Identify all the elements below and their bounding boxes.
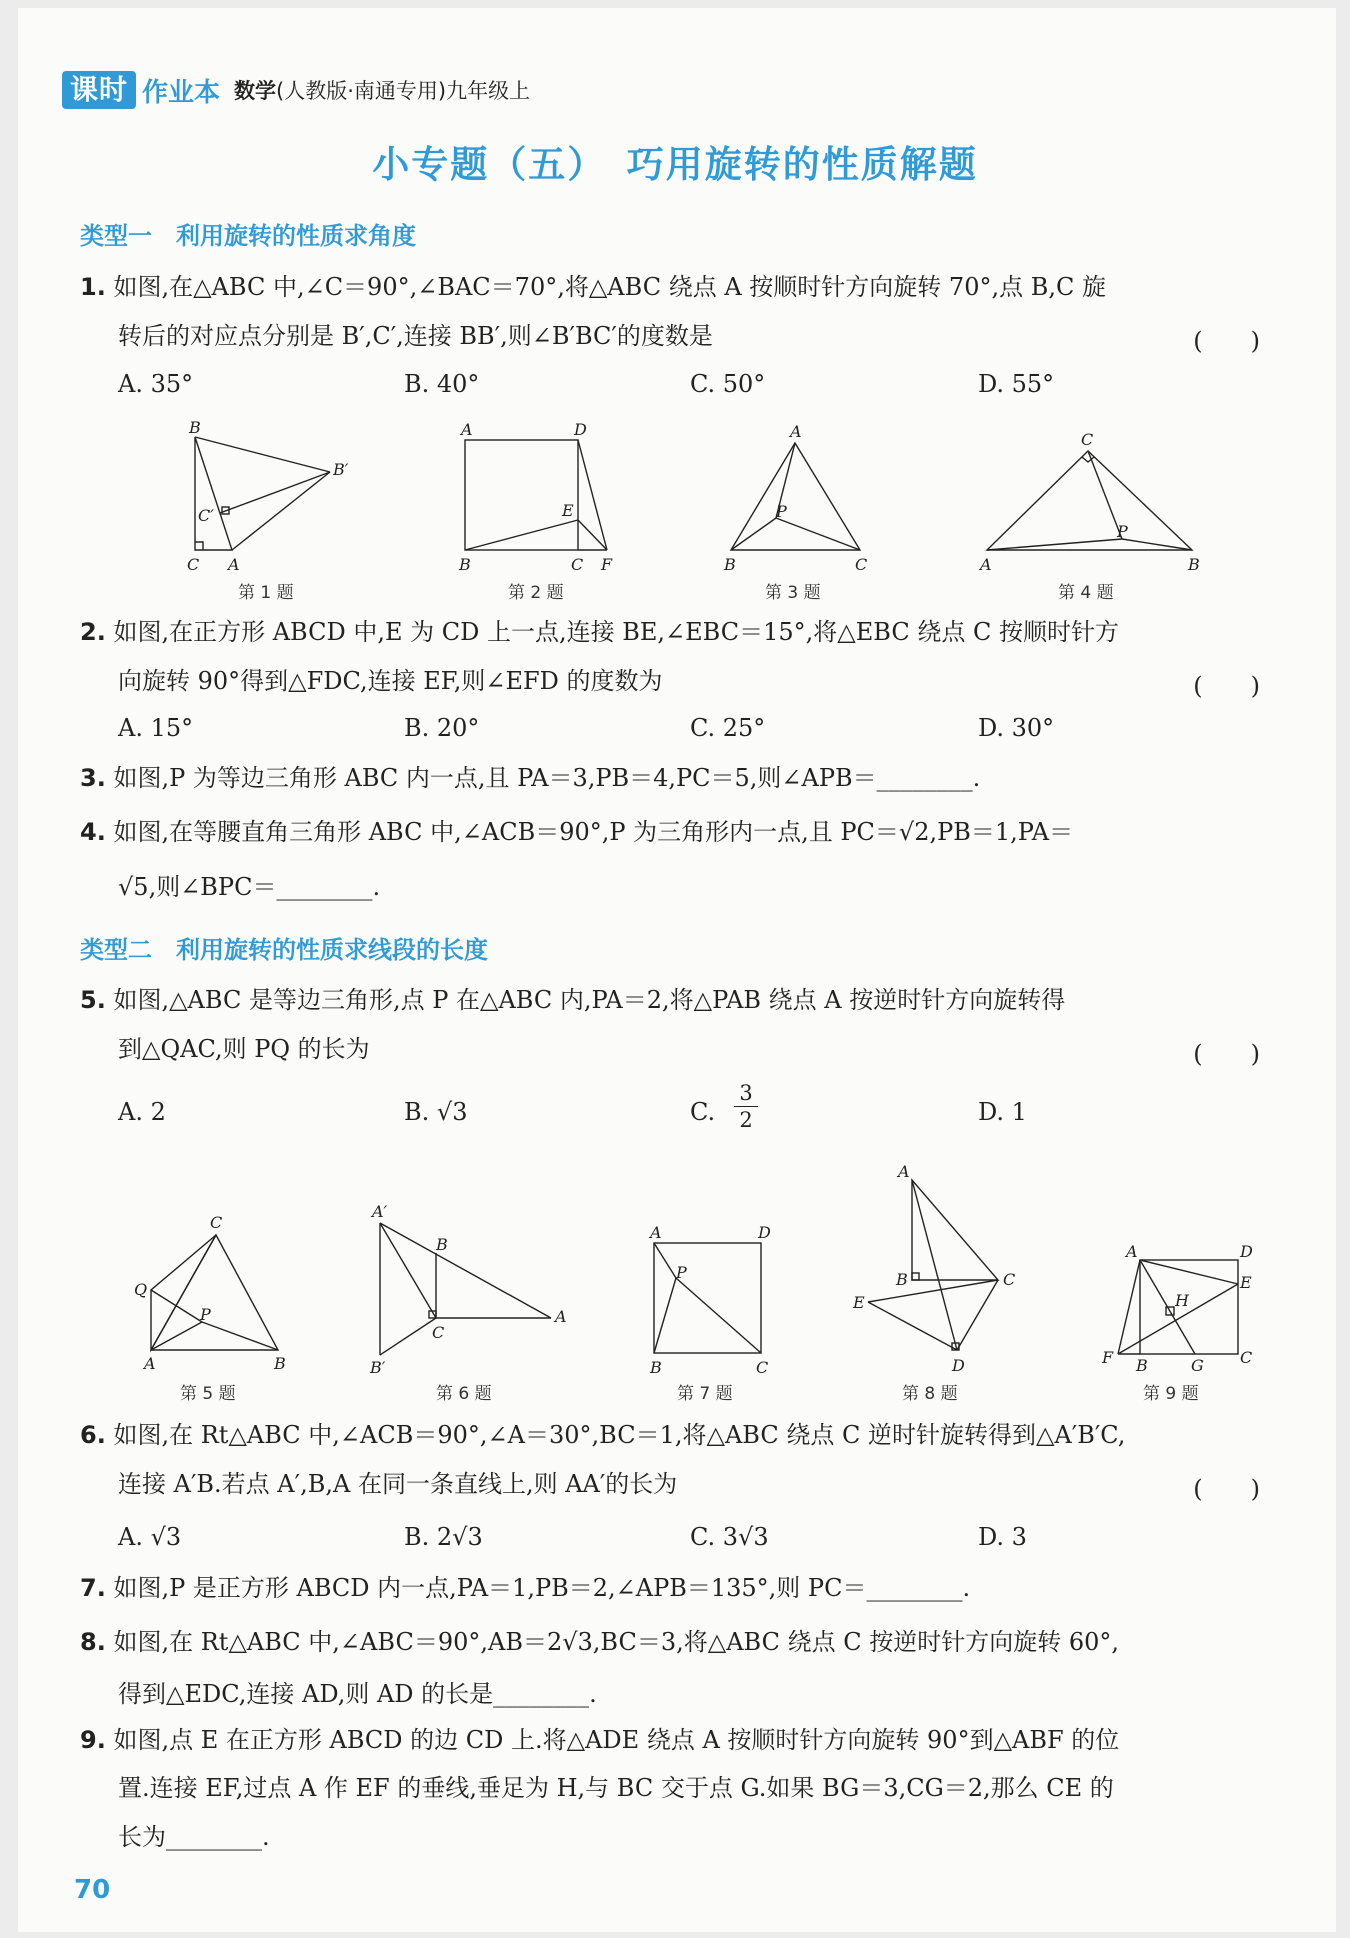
q2-answer-paren: ( ) [1193, 672, 1260, 700]
f6-label-a: A [555, 1307, 567, 1326]
q4-text2: √5,则∠BPC＝________. [118, 873, 381, 901]
f8-label-c: C [1003, 1270, 1016, 1289]
subject-line [234, 75, 530, 105]
f2-label-f: F [601, 555, 613, 574]
q2-number: 2. [80, 618, 106, 646]
f9-label-a: A [1126, 1242, 1138, 1261]
brand-badge: 课时 [62, 71, 136, 109]
f2-label-a: A [461, 420, 473, 439]
f3-label-c: C [855, 555, 868, 574]
f3-segment-pc [776, 518, 860, 550]
fig2-caption: 第 2 题 [508, 583, 564, 603]
f9-label-c: C [1240, 1348, 1253, 1367]
q6-option-a: A. √3 [118, 1523, 182, 1551]
fig7-caption: 第 7 题 [677, 1384, 733, 1404]
q8-text2: 得到△EDC,连接 AD,则 AD 的长是________. [118, 1680, 597, 1708]
figure-row-2 [0, 1160, 1350, 1400]
f9-label-e: E [1240, 1273, 1252, 1292]
q9-number: 9. [80, 1726, 106, 1754]
figure-9 [1101, 1242, 1253, 1375]
f9-label-h: H [1175, 1291, 1189, 1310]
f6-segment-b-prime-c [380, 1318, 436, 1355]
f7-label-p: P [676, 1263, 687, 1282]
q3-text1: 如图,P 为等边三角形 ABC 内一点,且 PA＝3,PB＝4,PC＝5,则∠APB＝________. [113, 764, 981, 792]
brand-header [62, 70, 530, 110]
f1-segment-c-prime-b-prime [220, 472, 330, 513]
q2-option-c: C. 25° [690, 714, 766, 742]
q2-option-a: A. 15° [118, 714, 194, 742]
f8-segment-dc [957, 1280, 998, 1350]
f8-label-a: A [898, 1162, 910, 1181]
f1-segment-bb-prime [195, 437, 330, 472]
f1-label-b-prime: B′ [333, 460, 349, 479]
f2-label-b: B [459, 555, 471, 574]
q6-line1 [80, 1420, 1125, 1450]
f8-segment-ce [868, 1280, 998, 1302]
q9-text1: 如图,点 E 在正方形 ABCD 的边 CD 上.将△ADE 绕点 A 按顺时针方向旋转 90°到△ABF 的位 [113, 1726, 1120, 1754]
f5-label-p: P [200, 1305, 211, 1324]
q5-answer-paren: ( ) [1193, 1040, 1260, 1068]
f7-segment-pa [654, 1243, 676, 1278]
f6-segment-a-prime-c [380, 1223, 436, 1318]
f9-segment-ae [1140, 1260, 1238, 1284]
q8-line1 [80, 1627, 1119, 1657]
fig3-caption: 第 3 题 [765, 583, 821, 603]
q7-number: 7. [80, 1574, 106, 1602]
f7-segment-pc [676, 1278, 761, 1353]
f5-segment-pq [151, 1290, 202, 1322]
figure-6 [369, 1202, 567, 1377]
f9-label-d: D [1240, 1242, 1253, 1261]
figure-8 [852, 1162, 1015, 1375]
f6-label-b: B [436, 1235, 448, 1254]
f3-triangle-abc [731, 443, 860, 550]
subject-rest: (人教版·南通专用)九年级上 [276, 79, 531, 103]
f2-label-d: D [574, 420, 587, 439]
q4-line1 [80, 817, 1073, 847]
q5-option-a: A. 2 [118, 1098, 166, 1126]
q1-number: 1. [80, 273, 106, 301]
f3-label-p: P [776, 502, 787, 521]
f4-label-c: C [1081, 430, 1094, 449]
fig8-caption: 第 8 题 [902, 1384, 958, 1404]
f2-segment-be [465, 520, 578, 550]
f7-segment-pb [654, 1278, 676, 1353]
q7-line1 [80, 1573, 970, 1603]
fraction-numerator: 3 [739, 1081, 753, 1105]
subject-bold: 数学 [234, 79, 277, 103]
q6-option-b: B. 2√3 [404, 1523, 483, 1551]
q8-number: 8. [80, 1628, 106, 1656]
brand-name: 作业本 [142, 77, 221, 108]
fig4-caption: 第 4 题 [1058, 583, 1114, 603]
type-two-heading: 类型二 利用旋转的性质求线段的长度 [80, 936, 488, 964]
fig6-caption: 第 6 题 [436, 1384, 492, 1404]
type-one-heading: 类型一 利用旋转的性质求角度 [80, 222, 416, 250]
f9-label-b: B [1136, 1356, 1148, 1375]
q6-text2: 连接 A′B.若点 A′,B,A 在同一条直线上,则 AA′的长为 [118, 1470, 678, 1498]
f7-label-a: A [650, 1223, 662, 1242]
f4-segment-pa [987, 539, 1122, 550]
q6-text1: 如图,在 Rt△ABC 中,∠ACB＝90°,∠A＝30°,BC＝1,将△ABC 绕点 C 逆时针旋转得到△A′B′C, [113, 1421, 1126, 1449]
q2-option-b: B. 20° [404, 714, 480, 742]
f2-label-e: E [562, 501, 574, 520]
f6-label-c: C [432, 1323, 445, 1342]
f2-label-c: C [571, 555, 584, 574]
figure-4 [978, 430, 1200, 574]
q9-text3: 长为________. [118, 1823, 270, 1851]
q6-option-d: D. 3 [978, 1523, 1027, 1551]
q5-option-c-fraction [734, 1080, 758, 1133]
figure-2 [458, 420, 613, 574]
figure-3 [723, 422, 867, 574]
page-number: 70 [74, 1875, 111, 1905]
f6-label-b-prime: B′ [370, 1358, 386, 1377]
q1-text1: 如图,在△ABC 中,∠C＝90°,∠BAC＝70°,将△ABC 绕点 A 按顺时针方向旋转 70°,点 B,C 旋 [113, 273, 1106, 301]
fig5-caption: 第 5 题 [180, 1384, 236, 1404]
q6-number: 6. [80, 1421, 106, 1449]
f4-label-a: A [980, 555, 992, 574]
q5-option-b: B. √3 [404, 1098, 468, 1126]
q6-option-c: C. 3√3 [690, 1523, 769, 1551]
q4-number: 4. [80, 818, 106, 846]
q9-text2: 置.连接 EF,过点 A 作 EF 的垂线,垂足为 H,与 BC 交于点 G.如果 BG＝3,CG＝2,那么 CE 的 [118, 1774, 1114, 1802]
f5-segment-pb [202, 1322, 278, 1350]
f1-label-a: A [228, 555, 240, 574]
q5-number: 5. [80, 986, 106, 1014]
q5-option-c: C. [690, 1098, 716, 1126]
f8-label-e: E [853, 1293, 865, 1312]
f1-triangle-abc [195, 437, 232, 550]
f8-segment-ed [868, 1302, 957, 1350]
q1-option-b: B. 40° [404, 370, 480, 398]
q9-line1 [80, 1725, 1119, 1755]
f5-label-c: C [210, 1213, 223, 1232]
f7-label-c: C [756, 1358, 769, 1377]
f3-label-a: A [790, 422, 802, 441]
q5-text2: 到△QAC,则 PQ 的长为 [118, 1035, 370, 1063]
f6-label-a-prime: A′ [372, 1202, 388, 1221]
f8-label-d: D [952, 1356, 965, 1375]
fig9-caption: 第 9 题 [1143, 1384, 1199, 1404]
f9-label-f: F [1102, 1348, 1114, 1367]
f9-label-g: G [1191, 1356, 1204, 1375]
f1-label-c-prime: C′ [198, 506, 214, 525]
q5-line1 [80, 985, 1065, 1015]
f5-triangle-abc [151, 1235, 278, 1350]
f4-label-p: P [1117, 522, 1128, 541]
q1-text2: 转后的对应点分别是 B′,C′,连接 BB′,则∠B′BC′的度数是 [118, 322, 713, 350]
fig1-caption: 第 1 题 [238, 583, 294, 603]
f8-right-angle-b [912, 1273, 919, 1280]
q2-line1 [80, 617, 1119, 647]
q2-text2: 向旋转 90°得到△FDC,连接 EF,则∠EFD 的度数为 [118, 667, 663, 695]
q8-text1: 如图,在 Rt△ABC 中,∠ABC＝90°,AB＝2√3,BC＝3,将△ABC 绕点 C 按逆时针方向旋转 60°, [113, 1628, 1120, 1656]
q1-line1 [80, 272, 1106, 302]
figure-7 [648, 1223, 771, 1377]
q4-text1: 如图,在等腰直角三角形 ABC 中,∠ACB＝90°,P 为三角形内一点,且 PC＝√2,PB＝1,PA＝ [113, 818, 1074, 846]
f1-label-b: B [189, 418, 201, 437]
fraction-denominator: 2 [734, 1106, 758, 1133]
q1-answer-paren: ( ) [1193, 327, 1260, 355]
f7-label-b: B [650, 1358, 662, 1377]
q6-answer-paren: ( ) [1193, 1475, 1260, 1503]
figure-5 [134, 1213, 286, 1373]
f5-label-b: B [274, 1354, 286, 1373]
q3-number: 3. [80, 764, 106, 792]
q1-option-d: D. 55° [978, 370, 1055, 398]
f3-segment-pb [731, 518, 776, 550]
q3-line1 [80, 763, 980, 793]
q7-text1: 如图,P 是正方形 ABCD 内一点,PA＝1,PB＝2,∠APB＝135°,则 PC＝________. [113, 1574, 971, 1602]
page-title: 小专题（五） 巧用旋转的性质解题 [372, 143, 978, 186]
f8-label-b: B [896, 1270, 908, 1289]
q2-option-d: D. 30° [978, 714, 1055, 742]
q2-text1: 如图,在正方形 ABCD 中,E 为 CD 上一点,连接 BE,∠EBC＝15°,将△EBC 绕点 C 按顺时针方 [113, 618, 1119, 646]
f5-label-a: A [144, 1354, 156, 1373]
q5-text1: 如图,△ABC 是等边三角形,点 P 在△ABC 内,PA＝2,将△PAB 绕点 A 按逆时针方向旋转得 [113, 986, 1066, 1014]
f2-square-abcd [465, 440, 578, 550]
f1-right-angle-c [195, 542, 203, 550]
f4-triangle-abc [987, 451, 1192, 550]
q1-option-c: C. 50° [690, 370, 766, 398]
figure-1 [187, 418, 349, 574]
q1-option-a: A. 35° [118, 370, 194, 398]
f4-label-b: B [1188, 555, 1200, 574]
q5-option-d: D. 1 [978, 1098, 1027, 1126]
f1-label-c: C [187, 555, 200, 574]
f7-label-d: D [758, 1223, 771, 1242]
f3-label-b: B [724, 555, 736, 574]
f9-segment-af [1118, 1260, 1140, 1354]
f6-segment-a-prime-a [380, 1223, 551, 1318]
f5-label-q: Q [134, 1280, 148, 1299]
f2-segment-df [578, 440, 607, 550]
f9-square-abcd [1140, 1260, 1238, 1354]
f1-side-ab-prime [232, 472, 330, 550]
figure-row-1 [0, 415, 1350, 605]
